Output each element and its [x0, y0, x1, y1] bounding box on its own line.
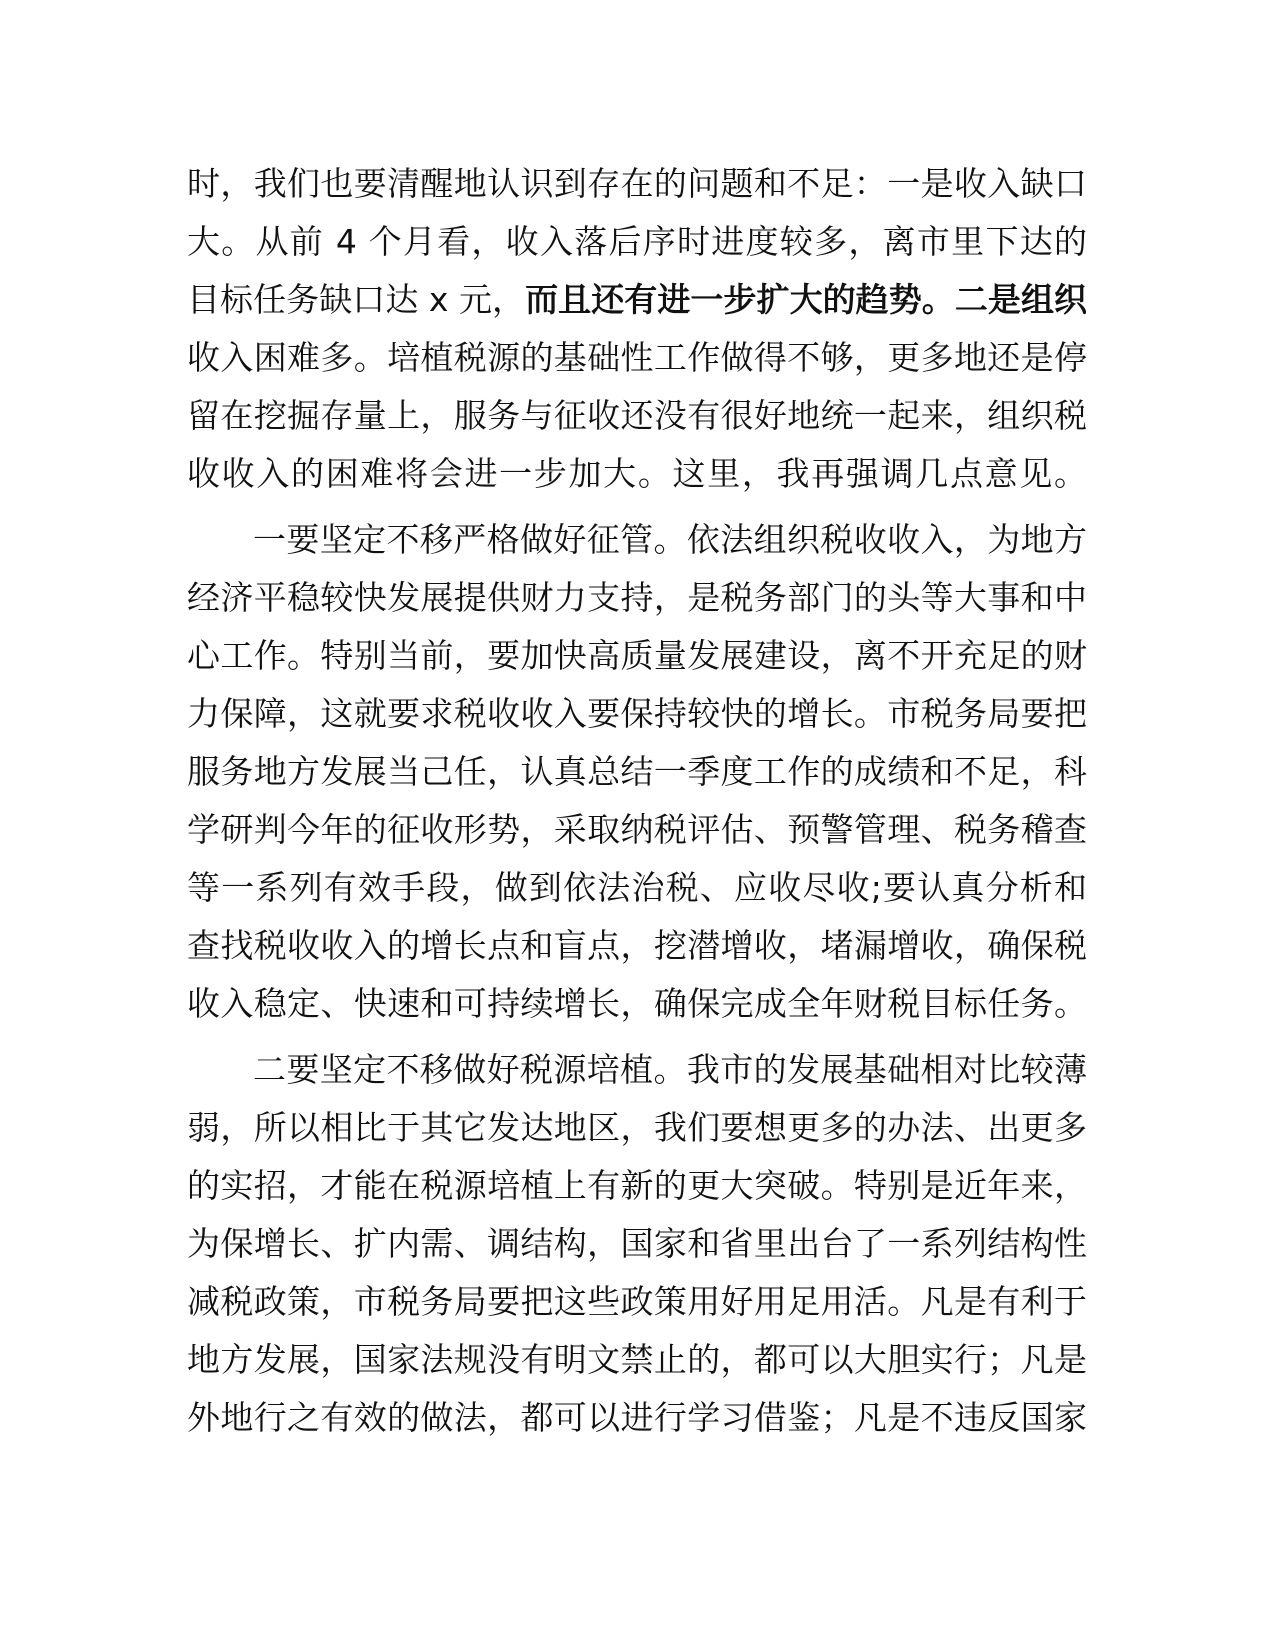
text-line: 经济平稳较快发展提供财力支持，是税务部门的头等大事和中: [187, 578, 1087, 617]
text-line: 等一系列有效手段，做到依法治税、应收尽收;要认真分析和: [187, 868, 1087, 907]
text-line: 外地行之有效的做法，都可以进行学习借鉴；凡是不违反国家: [187, 1398, 1087, 1437]
text-line: 留在挖掘存量上，服务与征收还没有很好地统一起来，组织税: [187, 396, 1087, 435]
bold-text-segment: 而且还有进一步扩大的趋势。二是组织: [525, 280, 1088, 319]
text-line: 为保增长、扩内需、调结构，国家和省里出台了一系列结构性: [187, 1224, 1087, 1263]
text-line: 服务地方发展当己任，认真总结一季度工作的成绩和不足，科: [187, 752, 1087, 791]
text-line: 收收入的困难将会进一步加大。这里，我再强调几点意见。: [187, 454, 1087, 493]
text-line: 收入稳定、快速和可持续增长，确保完成全年财税目标任务。: [187, 984, 1087, 1023]
paragraph-tax-source: [187, 1041, 1087, 1447]
text-line: 弱，所以相比于其它发达地区，我们要想更多的办法、出更多: [187, 1108, 1087, 1147]
text-line: 查找税收收入的增长点和盲点，挖潜增收，堵漏增收，确保税: [187, 926, 1087, 965]
text-line: 学研判今年的征收形势，采取纳税评估、预警管理、税务稽查: [187, 810, 1087, 849]
text-line: 大。从前 4 个月看，收入落后序时进度较多，离市里下达的: [187, 222, 1087, 261]
text-line: 心工作。特别当前，要加快高质量发展建设，离不开充足的财: [187, 636, 1087, 675]
text-line: 收入困难多。培植税源的基础性工作做得不够，更多地还是停: [187, 338, 1087, 377]
text-line: 地方发展，国家法规没有明文禁止的，都可以大胆实行；凡是: [187, 1340, 1087, 1379]
text-line: 的实招，才能在税源培植上有新的更大突破。特别是近年来，: [187, 1166, 1087, 1205]
paragraph-problems: [187, 155, 1087, 503]
text-line: 一要坚定不移严格做好征管。依法组织税收收入，为地方: [253, 520, 1087, 559]
text-line-mixed: [187, 271, 1087, 329]
text-line: 力保障，这就要求税收收入要保持较快的增长。市税务局要把: [187, 694, 1087, 733]
paragraph-collection-management: [187, 511, 1087, 1033]
text-line: 时，我们也要清醒地认识到存在的问题和不足：一是收入缺口: [187, 164, 1087, 203]
document-body: [187, 155, 1087, 1447]
text-line: 减税政策，市税务局要把这些政策用好用足用活。凡是有利于: [187, 1282, 1087, 1321]
text-segment: 目标任务缺口达 x 元，: [187, 280, 526, 319]
text-line: 二要坚定不移做好税源培植。我市的发展基础相对比较薄: [253, 1050, 1087, 1089]
